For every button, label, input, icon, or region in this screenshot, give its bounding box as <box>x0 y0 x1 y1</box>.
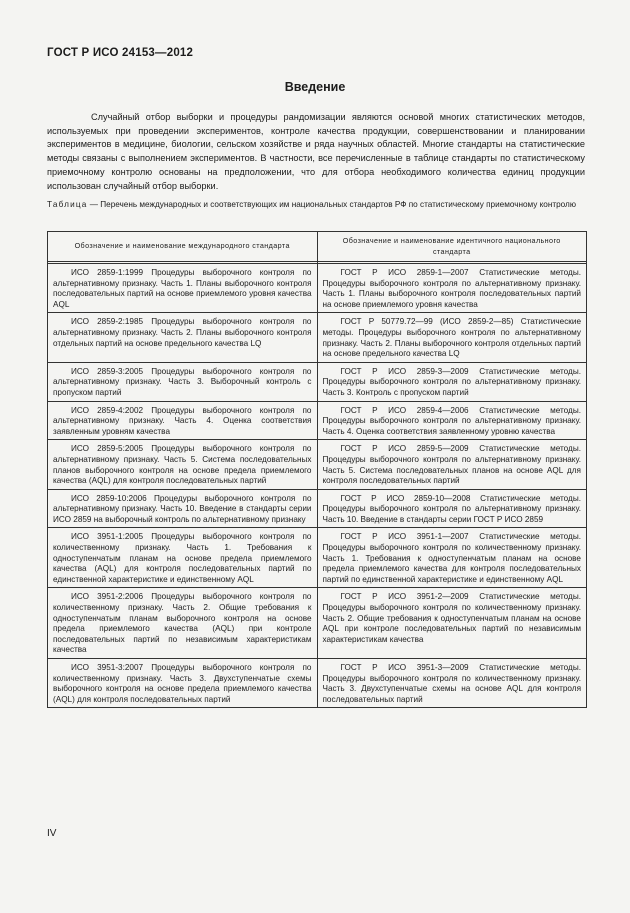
international-standard-cell: ИСО 2859-3:2005 Процедуры выборочного контроля по альтернативному признаку. Часть 3. Выборочный контроль с пропуском партий <box>48 362 318 401</box>
table-row <box>48 659 587 708</box>
national-standard-cell: ГОСТ Р ИСО 2859-10—2008 Статистические методы. Процедуры выборочного контроля по альтернативному признаку. Часть 10. Введение в стандарты серии ГОСТ Р ИСО 2859 <box>317 489 587 528</box>
international-standard-cell: ИСО 2859-4:2002 Процедуры выборочного контроля по альтернативному признаку. Часть 4. Оценка соответствия заявленным уровням качества <box>48 401 318 440</box>
standards-table <box>47 231 587 708</box>
national-standard-cell: ГОСТ Р ИСО 2859-5—2009 Статистические методы. Процедуры выборочного контроля по альтернативному признаку. Часть 5. Система последовательных планов на основе AQL для контроля последовательных партий <box>317 440 587 489</box>
international-standard-cell: ИСО 2859-10:2006 Процедуры выборочного контроля по альтернативному признаку. Часть 10. Введение в стандарты серии ИСО 2859 на выборочный контроль по альтернативному признаку <box>48 489 318 528</box>
national-standard-cell: ГОСТ Р ИСО 2859-4—2006 Статистические методы. Процедуры выборочного контроля по альтернативному признаку. Часть 4. Оценка соответствия заявленному уровню качества <box>317 401 587 440</box>
international-standard-cell: ИСО 3951-2:2006 Процедуры выборочного контроля по количественному признаку. Часть 2. Общие требования к одноступенчатым планам выборочного контроля на основе предела приемлемого качества (AQL) при контроле последовательных партий по независимым характеристикам качества <box>48 588 318 659</box>
page-header: ГОСТ Р ИСО 24153—2012 <box>47 47 194 59</box>
intro-paragraph: Случайный отбор выборки и процедуры рандомизации являются основой многих статистических методов, используемых при проведении экспериментов, контроле качества продукции, совершенствовании и планировании экспериментов в медицине, биологии, сельском хозяйстве и ряда научных областей. Многие стандарты на статистические методы связаны с выполнением экспериментов. В частности, все перечисленные в таблице стандарты по статистическому приемочному контролю основаны на предположении, что для отбора необходимого количества единиц продукции использован случайный отбор выборки. <box>47 112 585 191</box>
table-row <box>48 401 587 440</box>
table-row <box>48 313 587 362</box>
national-standard-cell: ГОСТ Р ИСО 3951-2—2009 Статистические методы. Процедуры выборочного контроля по количественному признаку. Часть 2. Общие требования к одноступенчатым планам на основе AQL при контроле последовательных партий по независимым характеристикам качества <box>317 588 587 659</box>
table-row <box>48 264 587 313</box>
column-header-national: Обозначение и наименование идентичного национального стандарта <box>317 232 587 262</box>
international-standard-cell: ИСО 2859-1:1999 Процедуры выборочного контроля по альтернативному признаку. Часть 1. Планы выборочного контроля последовательных партий на основе приемлемого уровня качества AQL <box>48 264 318 313</box>
table-row <box>48 528 587 588</box>
table-caption-text: — Перечень международных и соответствующих им национальных стандартов РФ по статистическому приемочному контролю <box>87 200 576 209</box>
column-header-international: Обозначение и наименование международного стандарта <box>48 232 318 262</box>
table-caption-label: Таблица <box>47 200 88 209</box>
national-standard-cell: ГОСТ Р ИСО 2859-3—2009 Статистические методы. Процедуры выборочного контроля по альтернативному признаку. Часть 3. Контроль с пропуском партий <box>317 362 587 401</box>
table-caption <box>47 199 587 211</box>
table-row <box>48 489 587 528</box>
page-number: IV <box>47 828 57 839</box>
table-row <box>48 588 587 659</box>
national-standard-cell: ГОСТ Р 50779.72—99 (ИСО 2859-2—85) Статистические методы. Процедуры выборочного контроля по альтернативному признаку. Часть 2. Планы выборочного контроля отдельных партий на основе предельного качества LQ <box>317 313 587 362</box>
national-standard-cell: ГОСТ Р ИСО 3951-1—2007 Статистические методы. Процедуры выборочного контроля по количественному признаку. Часть 1. Требования к одноступенчатым планам на основе предела приемлемого качества для контроля последовательных партий по единственной характеристике и единственному AQL <box>317 528 587 588</box>
national-standard-cell: ГОСТ Р ИСО 3951-3—2009 Статистические методы. Процедуры выборочного контроля по количественному признаку. Часть 3. Двухступенчатые схемы на основе AQL для контроля последовательных партий <box>317 659 587 708</box>
table-row <box>48 362 587 401</box>
national-standard-cell: ГОСТ Р ИСО 2859-1—2007 Статистические методы. Процедуры выборочного контроля по альтернативному признаку. Часть 1. Планы выборочного контроля последовательных партий на основе приемлемого уровня качества <box>317 264 587 313</box>
international-standard-cell: ИСО 3951-3:2007 Процедуры выборочного контроля по количественному признаку. Часть 3. Двухступенчатые схемы выборочного контроля на основе предела приемлемого качества (AQL) для контроля последовательных партий <box>48 659 318 708</box>
table-header-row <box>48 232 587 262</box>
international-standard-cell: ИСО 2859-5:2005 Процедуры выборочного контроля по альтернативному признаку. Часть 5. Система последовательных планов выборочного контроля на основе предела приемлемого качества (AQL) для контроля последовательных партий <box>48 440 318 489</box>
section-title: Введение <box>284 80 346 94</box>
international-standard-cell: ИСО 2859-2:1985 Процедуры выборочного контроля по альтернативному признаку. Часть 2. Планы выборочного контроля отдельных партий на основе предельного качества LQ <box>48 313 318 362</box>
international-standard-cell: ИСО 3951-1:2005 Процедуры выборочного контроля по количественному признаку. Часть 1. Требования к одноступенчатым планам на основе предела приемлемого качества (AQL) для контроля последовательных партий по единственной характеристике и единственному AQL <box>48 528 318 588</box>
table-row <box>48 440 587 489</box>
